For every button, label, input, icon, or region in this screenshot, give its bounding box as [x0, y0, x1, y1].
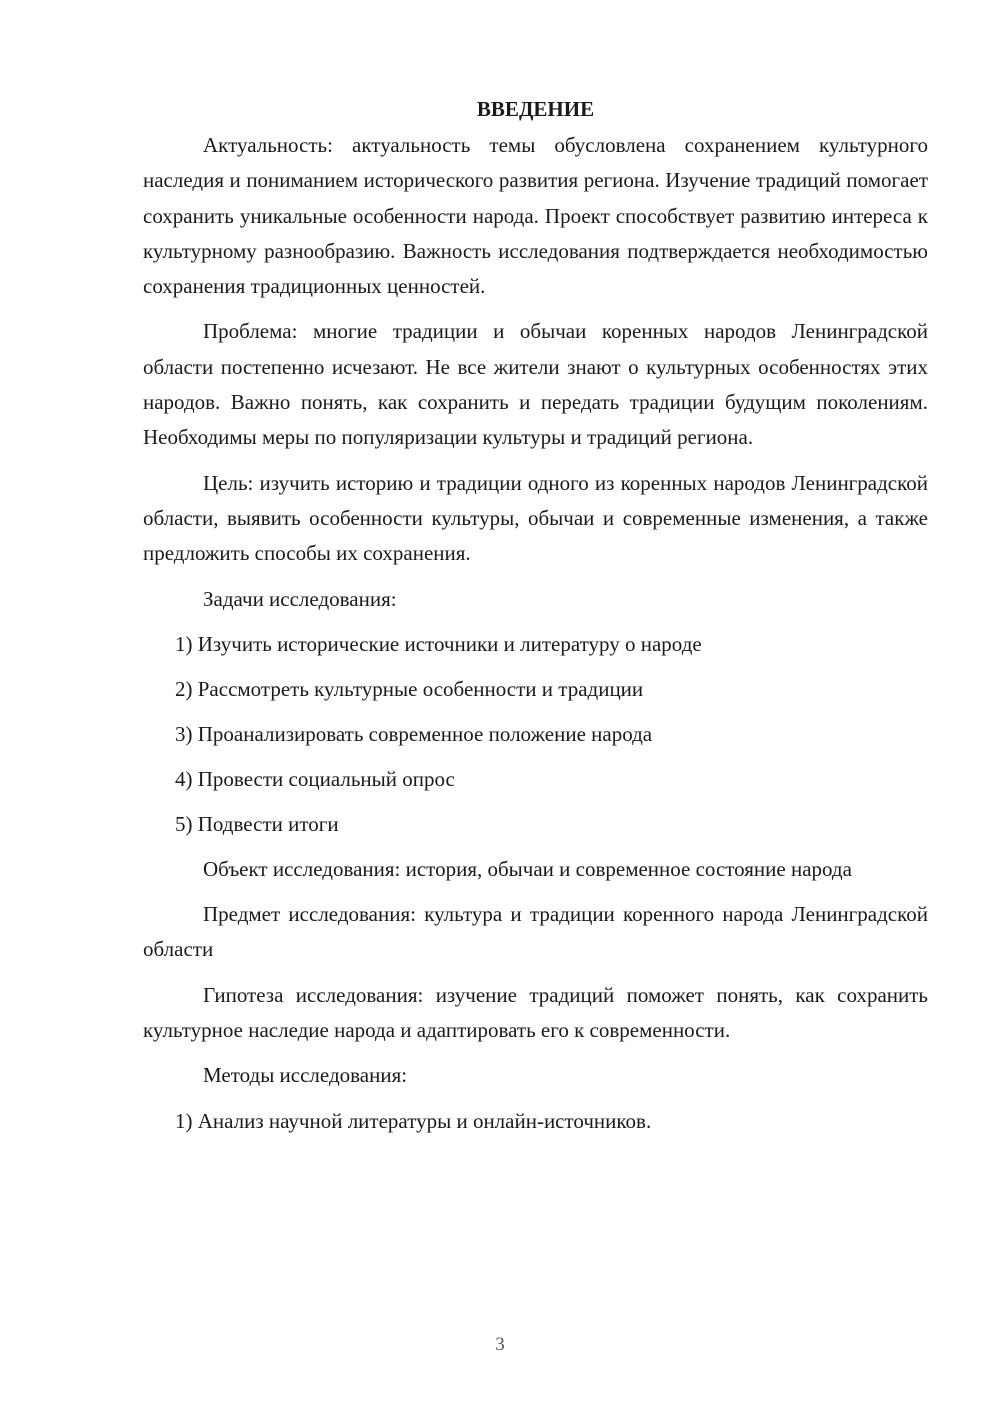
tasks-heading: Задачи исследования:	[203, 586, 397, 611]
methods-list	[143, 1104, 928, 1139]
page-number: 3	[495, 1334, 505, 1355]
document-title: ВВЕДЕНИЕ	[476, 97, 595, 121]
task-item: 5) Подвести итоги	[175, 811, 339, 836]
subject-paragraph: Предмет исследования: культура и традиции коренного народа Ленинградской области	[143, 902, 928, 962]
goal-paragraph: Цель: изучить историю и традиции одного из коренных народов Ленинградской области, выявить особенности культуры, обычаи и современные изменения, а также предложить способы их сохранения.	[143, 470, 928, 566]
task-item: 1) Изучить исторические источники и литературу о народе	[175, 631, 702, 656]
task-item: 4) Провести социальный опрос	[175, 766, 455, 791]
hypothesis-paragraph: Гипотеза исследования: изучение традиций поможет понять, как сохранить культурное наследие народа и адаптировать его к современности.	[143, 982, 928, 1043]
task-item: 3) Проанализировать современное положение народа	[175, 721, 653, 746]
object-paragraph: Объект исследования: история, обычаи и современное состояние народа	[203, 856, 852, 881]
tasks-list	[143, 627, 928, 842]
methods-heading: Методы исследования:	[203, 1063, 408, 1088]
relevance-paragraph: Актуальность: актуальность темы обусловлена сохранением культурного наследия и пониманием исторического развития региона. Изучение традиций помогает сохранить уникальные особенности народа. Проект способствует развитию интереса к культурному разнообразию. Важность исследования подтверждается необходимостью сохранения традиционных ценностей.	[143, 133, 928, 299]
document-page	[143, 92, 928, 1149]
task-item: 2) Рассмотреть культурные особенности и традиции	[175, 676, 644, 701]
method-item: 1) Анализ научной литературы и онлайн-источников.	[175, 1108, 652, 1133]
problem-paragraph: Проблема: многие традиции и обычаи коренных народов Ленинградской области постепенно исчезают. Не все жители знают о культурных особенностях этих народов. Важно понять, как сохранить и передать традиции будущим поколениям. Необходимы меры по популяризации культуры и традиций региона.	[143, 319, 928, 450]
